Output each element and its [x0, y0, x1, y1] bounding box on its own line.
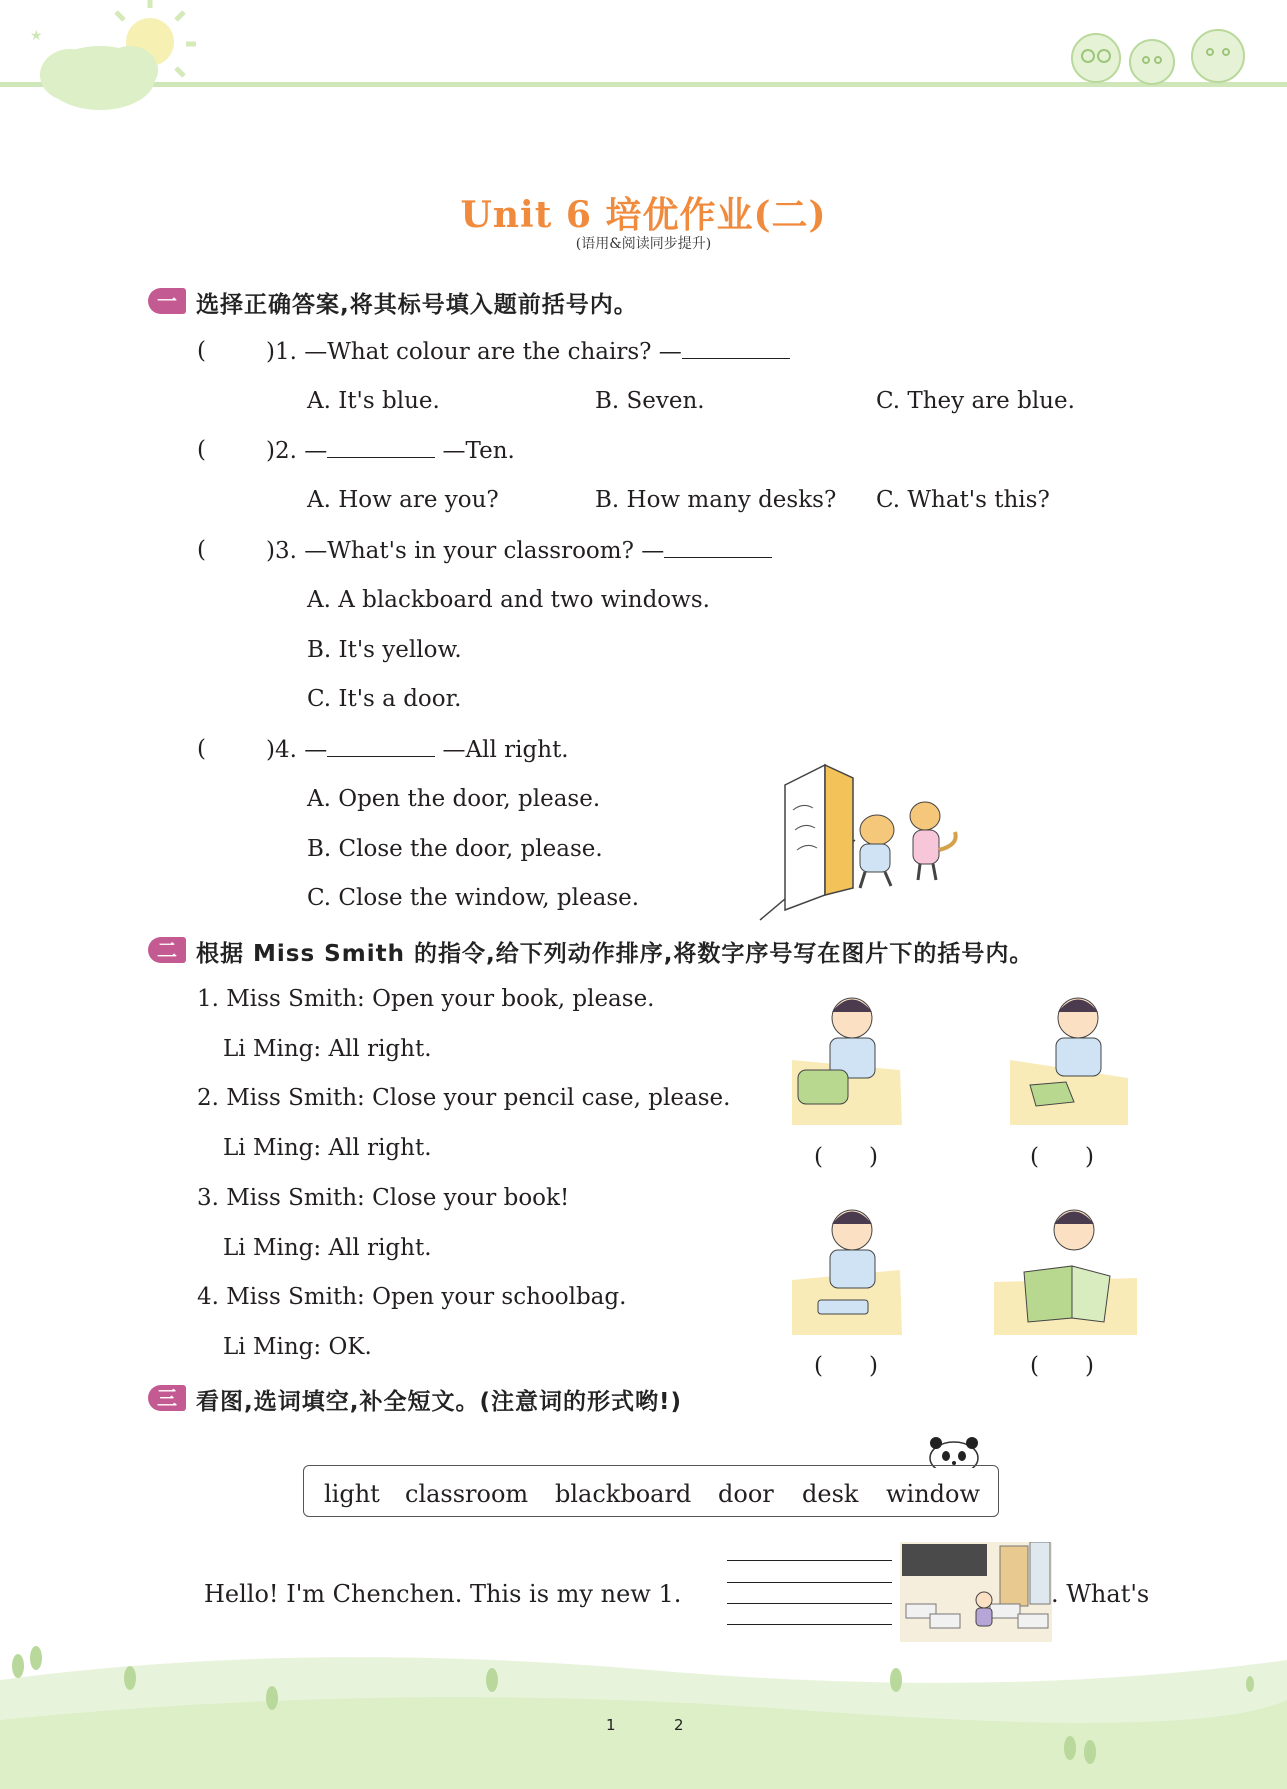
q2-option-a: A. How are you? — [307, 487, 499, 513]
q3-paren-open: ( — [197, 537, 206, 563]
q2-paren-open: ( — [197, 437, 206, 463]
word-classroom: classroom — [405, 1480, 529, 1508]
dialogue4-reply: Li Ming: OK. — [223, 1334, 372, 1360]
grass-landscape-decoration — [0, 1640, 1287, 1789]
q4-blank — [327, 736, 435, 757]
word-door: door — [718, 1480, 774, 1508]
answer-paren-1: ( ) — [814, 1144, 878, 1170]
q4-stem — [266, 736, 569, 763]
picture-open-book — [1008, 990, 1133, 1125]
word-window: window — [886, 1480, 981, 1508]
answer-guide-line-1 — [727, 1560, 892, 1561]
section3-instruction: 看图,选词填空,补全短文。(注意词的形式哟!) — [196, 1389, 682, 1415]
q3-option-b: B. It's yellow. — [307, 637, 462, 663]
q2-blank — [327, 437, 435, 458]
door-cats-illustration — [755, 760, 975, 925]
q3-stem — [266, 537, 772, 564]
q4-stem-text: )4. — — [266, 737, 328, 763]
word-blackboard: blackboard — [555, 1480, 692, 1508]
answer-blank-1 — [727, 1603, 892, 1604]
answer-guide-line-3 — [727, 1624, 892, 1625]
picture-open-schoolbag — [790, 990, 910, 1125]
q1-blank — [682, 338, 790, 359]
page-number-left: 1 — [606, 1716, 616, 1734]
answer-paren-2: ( ) — [1030, 1144, 1094, 1170]
sun-cloud-decoration — [0, 0, 210, 115]
dialogue3-teacher: 3. Miss Smith: Close your book! — [197, 1185, 570, 1211]
word-light: light — [324, 1480, 380, 1508]
section2-badge: 二 — [148, 937, 186, 963]
page-title: Unit 6 培优作业(二) — [460, 194, 827, 236]
q4-stem-after: —All right. — [442, 737, 569, 763]
q3-blank — [664, 537, 772, 558]
section2-instruction: 根据 Miss Smith 的指令,给下列动作排序,将数字序号写在图片下的括号内。 — [196, 941, 1034, 967]
passage-end: . What's — [1051, 1580, 1150, 1608]
answer-paren-4: ( ) — [1030, 1353, 1094, 1379]
q2-stem — [266, 437, 515, 464]
q1-stem — [266, 338, 790, 365]
q4-option-b: B. Close the door, please. — [307, 836, 603, 862]
picture-close-pencil-case — [790, 1200, 910, 1335]
classroom-picture — [900, 1542, 1052, 1642]
q2-option-c: C. What's this? — [876, 487, 1050, 513]
answer-paren-3: ( ) — [814, 1353, 878, 1379]
q1-option-b: B. Seven. — [595, 388, 705, 414]
answer-guide-line-2 — [727, 1582, 892, 1583]
dialogue1-reply: Li Ming: All right. — [223, 1036, 432, 1062]
q1-paren-open: ( — [197, 338, 206, 364]
svg-text:★: ★ — [30, 28, 43, 44]
q3-stem-text: )3. —What's in your classroom? — — [266, 538, 665, 564]
q2-stem-after: —Ten. — [442, 438, 515, 464]
q4-paren-open: ( — [197, 736, 206, 762]
dialogue2-reply: Li Ming: All right. — [223, 1135, 432, 1161]
q3-option-c: C. It's a door. — [307, 686, 462, 712]
q1-stem-text: )1. —What colour are the chairs? — — [266, 339, 682, 365]
word-desk: desk — [802, 1480, 859, 1508]
section1-instruction: 选择正确答案,将其标号填入题前括号内。 — [196, 292, 638, 318]
q4-option-c: C. Close the window, please. — [307, 885, 640, 911]
page-number-right: 2 — [674, 1716, 684, 1734]
dialogue2-teacher: 2. Miss Smith: Close your pencil case, please. — [197, 1085, 731, 1111]
dialogue3-reply: Li Ming: All right. — [223, 1235, 432, 1261]
picture-close-book — [992, 1200, 1142, 1335]
section1-badge: 一 — [148, 288, 186, 314]
title-block — [0, 187, 1287, 238]
q3-option-a: A. A blackboard and two windows. — [307, 587, 710, 613]
q1-option-a: A. It's blue. — [307, 388, 440, 414]
section3-badge: 三 — [148, 1385, 186, 1411]
page-subtitle: (语用&阅读同步提升) — [575, 236, 712, 252]
panda-icon — [926, 1432, 982, 1468]
passage-start: Hello! I'm Chenchen. This is my new 1. — [204, 1580, 682, 1608]
q1-option-c: C. They are blue. — [876, 388, 1075, 414]
dialogue4-teacher: 4. Miss Smith: Open your schoolbag. — [197, 1284, 627, 1310]
q2-stem-text: )2. — — [266, 438, 328, 464]
q4-option-a: A. Open the door, please. — [307, 786, 601, 812]
animal-heads-decoration — [1060, 20, 1260, 90]
q2-option-b: B. How many desks? — [595, 487, 837, 513]
dialogue1-teacher: 1. Miss Smith: Open your book, please. — [197, 986, 655, 1012]
